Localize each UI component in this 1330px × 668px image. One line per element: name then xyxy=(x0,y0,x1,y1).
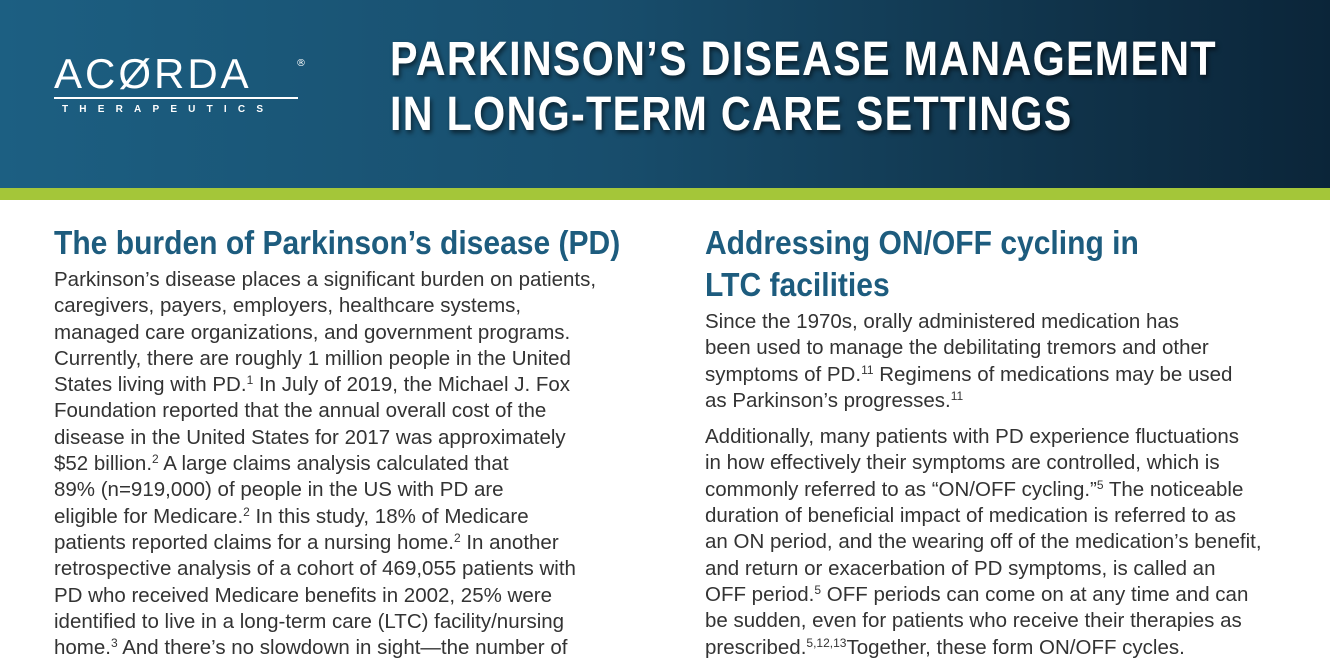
text-line xyxy=(705,503,1295,529)
text-run: an ON period, and the wearing off of the medication’s benefit, xyxy=(705,530,1262,554)
heading-line-1: Addressing ON/OFF cycling in xyxy=(705,224,1139,261)
text-run: 89% (n=919,000) of people in the US with PD are xyxy=(54,478,504,502)
text-run: $52 billion. xyxy=(54,452,153,476)
text-run: and return or exacerbation of PD symptoms, is called an xyxy=(705,556,1216,580)
logo-wordmark: ACØRDA xyxy=(54,50,252,97)
text-run: managed care organizations, and government programs. xyxy=(54,320,571,344)
citation-superscript: 2 xyxy=(453,530,461,545)
text-run: Additionally, many patients with PD experience fluctuations xyxy=(705,425,1240,449)
text-line xyxy=(705,477,1295,503)
text-line xyxy=(54,293,624,319)
text-run: OFF periods can come on at any time and can xyxy=(821,582,1249,606)
text-run: in how effectively their symptoms are controlled, which is xyxy=(705,451,1220,475)
section-heading-burden: The burden of Parkinson’s disease (PD) xyxy=(54,224,621,261)
text-line xyxy=(54,267,624,293)
text-run: as Parkinson’s progresses. xyxy=(705,388,951,412)
right-column xyxy=(705,222,1295,661)
text-run: Foundation reported that the annual overall cost of the xyxy=(54,399,547,423)
text-run: In another xyxy=(460,530,559,554)
text-run: prescribed. xyxy=(705,635,807,659)
text-line xyxy=(54,451,624,477)
citation-superscript: 5 xyxy=(814,582,822,597)
header-accent-stripe xyxy=(0,188,1330,200)
text-line xyxy=(54,425,624,451)
text-run: commonly referred to as “ON/OFF cycling.” xyxy=(705,477,1097,501)
logo-rule xyxy=(54,97,298,99)
text-line xyxy=(54,583,624,609)
title-line-1: PARKINSON’S DISEASE MANAGEMENT xyxy=(390,33,1217,86)
text-run: duration of beneficial impact of medication is referred to as xyxy=(705,504,1236,528)
text-run: Together, these form ON/OFF cycles. xyxy=(846,635,1185,659)
text-line xyxy=(705,424,1295,450)
text-run: identified to live in a long-term care (LTC) facility/nursing xyxy=(54,609,565,633)
acorda-logo xyxy=(54,52,314,122)
title-line-2: IN LONG-TERM CARE SETTINGS xyxy=(390,88,1073,141)
text-line xyxy=(705,450,1295,476)
text-run: Regimens of medications may be used xyxy=(873,362,1233,386)
section-heading-onoff xyxy=(705,222,1242,306)
text-line xyxy=(705,388,1295,414)
onoff-paragraph-1 xyxy=(705,309,1295,414)
text-run: OFF period. xyxy=(705,582,815,606)
page-title xyxy=(390,32,1217,142)
heading-line-2: LTC facilities xyxy=(705,266,890,303)
burden-paragraph xyxy=(54,267,624,661)
text-line xyxy=(705,362,1295,388)
text-line xyxy=(54,372,624,398)
onoff-paragraph-2 xyxy=(705,424,1295,661)
citation-superscript: 1 xyxy=(246,373,254,388)
text-run: eligible for Medicare. xyxy=(54,504,244,528)
text-line xyxy=(54,320,624,346)
text-line xyxy=(54,530,624,556)
text-line xyxy=(705,635,1295,661)
text-line xyxy=(705,309,1295,335)
text-run: disease in the United States for 2017 was approximately xyxy=(54,425,566,449)
text-run: been used to manage the debilitating tremors and other xyxy=(705,336,1209,360)
text-run: States living with PD. xyxy=(54,373,247,397)
text-line xyxy=(54,556,624,582)
text-run: home. xyxy=(54,636,111,660)
citation-superscript: 2 xyxy=(152,452,159,467)
registered-mark: ® xyxy=(296,58,306,69)
text-run: And there’s no slowdown in sight—the number of xyxy=(117,636,568,660)
text-run: caregivers, payers, employers, healthcare systems, xyxy=(54,294,522,318)
text-line xyxy=(54,477,624,503)
text-line xyxy=(705,556,1295,582)
text-run: PD who received Medicare benefits in 2002, 25% were xyxy=(54,583,552,607)
text-line xyxy=(54,635,624,661)
text-line xyxy=(54,346,624,372)
text-line xyxy=(54,504,624,530)
text-run: The noticeable xyxy=(1103,477,1244,501)
text-line xyxy=(705,582,1295,608)
logo-subtitle: THERAPEUTICS xyxy=(62,104,275,115)
text-line xyxy=(54,609,624,635)
citation-superscript: 11 xyxy=(861,362,874,377)
citation-superscript: 2 xyxy=(243,504,250,519)
text-run: be sudden, even for patients who receive their therapies as xyxy=(705,609,1242,633)
left-column xyxy=(54,222,624,661)
text-run: A large claims analysis calculated that xyxy=(158,452,509,476)
text-run: patients reported claims for a nursing home. xyxy=(54,530,454,554)
citation-superscript: 3 xyxy=(110,636,118,651)
citation-superscript: 5 xyxy=(1096,477,1104,492)
text-line xyxy=(705,529,1295,555)
text-run: symptoms of PD. xyxy=(705,362,862,386)
citation-superscript: 11 xyxy=(950,388,964,403)
citation-superscript: 5,12,13 xyxy=(806,635,847,650)
text-run: In July of 2019, the Michael J. Fox xyxy=(253,373,571,397)
text-line xyxy=(54,398,624,424)
text-run: Parkinson’s disease places a significant burden on patients, xyxy=(54,268,597,291)
text-run: In this study, 18% of Medicare xyxy=(249,504,529,528)
text-line xyxy=(705,608,1295,634)
text-line xyxy=(705,335,1295,361)
text-run: retrospective analysis of a cohort of 469,055 patients with xyxy=(54,557,576,581)
text-run: Currently, there are roughly 1 million people in the United xyxy=(54,346,571,370)
text-run: Since the 1970s, orally administered medication has xyxy=(705,310,1180,333)
